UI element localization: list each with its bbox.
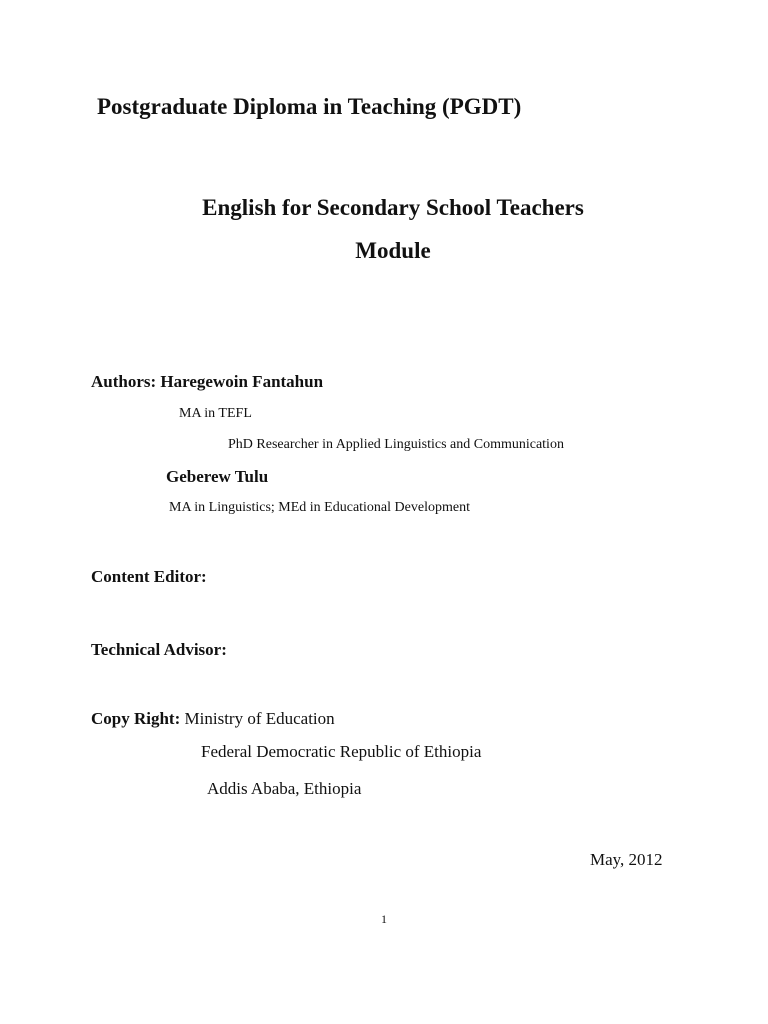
module-title-line2: Module (355, 238, 431, 263)
copyright-line2: Federal Democratic Republic of Ethiopia (201, 742, 482, 761)
page-number: 1 (381, 912, 387, 926)
module-title-line1: English for Secondary School Teachers (202, 195, 584, 220)
authors-label: Authors: (91, 372, 157, 391)
copyright-line3: Addis Ababa, Ethiopia (207, 779, 362, 798)
copyright-row (91, 710, 335, 727)
author2-credential1: MA in Linguistics; MEd in Educational Development (169, 500, 470, 515)
program-title: Postgraduate Diploma in Teaching (PGDT) (97, 94, 522, 119)
author2-name: Geberew Tulu (166, 467, 269, 486)
author1-credential2: PhD Researcher in Applied Linguistics and Communication (228, 437, 564, 452)
publication-date: May, 2012 (590, 850, 663, 869)
author1-credential1: MA in TEFL (179, 406, 252, 421)
author1-name: Haregewoin Fantahun (160, 372, 324, 391)
copyright-label: Copy Right: (91, 709, 181, 728)
copyright-line1: Ministry of Education (184, 709, 335, 728)
technical-advisor-label: Technical Advisor: (91, 640, 227, 659)
authors-row (91, 373, 323, 390)
content-editor-label: Content Editor: (91, 567, 207, 586)
